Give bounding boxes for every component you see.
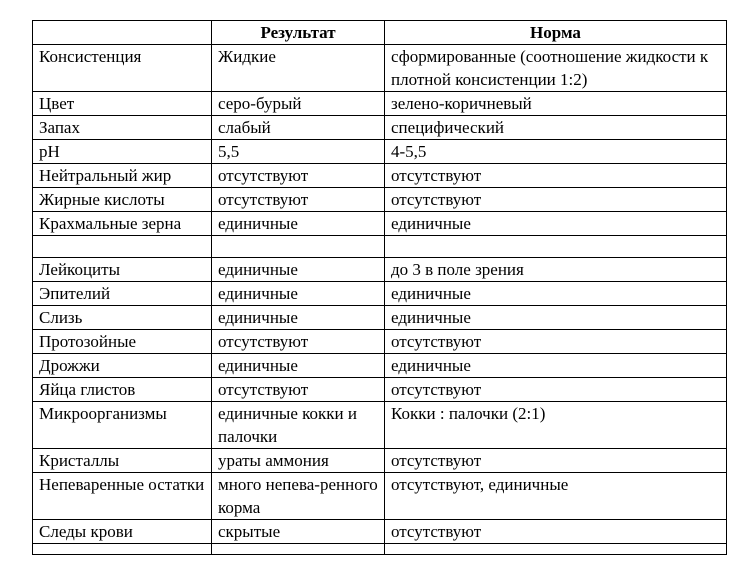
- row-parameter: Яйца глистов: [33, 378, 212, 402]
- row-result: единичные: [212, 258, 385, 282]
- row-parameter: Непеваренные остатки: [33, 473, 212, 520]
- table-row: [33, 306, 727, 330]
- table-row: [33, 330, 727, 354]
- row-norm: сформированные (соотношение жидкости к плотной консистенции 1:2): [385, 45, 727, 92]
- row-result: отсутствуют: [212, 188, 385, 212]
- row-result: отсутствуют: [212, 330, 385, 354]
- row-result: единичные: [212, 354, 385, 378]
- row-result: отсутствуют: [212, 164, 385, 188]
- row-norm: единичные: [385, 354, 727, 378]
- row-norm: отсутствуют: [385, 449, 727, 473]
- row-parameter: Лейкоциты: [33, 258, 212, 282]
- table-row: [33, 45, 727, 92]
- row-result: серо-бурый: [212, 92, 385, 116]
- empty-row: [33, 236, 727, 258]
- header-result: Результат: [212, 21, 385, 45]
- row-parameter: Дрожжи: [33, 354, 212, 378]
- row-result: отсутствуют: [212, 378, 385, 402]
- table-row: [33, 402, 727, 449]
- row-parameter: Слизь: [33, 306, 212, 330]
- row-parameter: Следы крови: [33, 520, 212, 544]
- row-parameter: Консистенция: [33, 45, 212, 92]
- analysis-table: [32, 20, 727, 555]
- row-parameter: Крахмальные зерна: [33, 212, 212, 236]
- row-result: слабый: [212, 116, 385, 140]
- header-norm: Норма: [385, 21, 727, 45]
- table-row: [33, 140, 727, 164]
- row-parameter: Микроорганизмы: [33, 402, 212, 449]
- row-parameter: Нейтральный жир: [33, 164, 212, 188]
- row-result: единичные кокки и палочки: [212, 402, 385, 449]
- row-result: Жидкие: [212, 45, 385, 92]
- row-norm: единичные: [385, 306, 727, 330]
- row-norm: отсутствуют: [385, 378, 727, 402]
- table-row: [33, 116, 727, 140]
- table-row: [33, 520, 727, 544]
- row-result: единичные: [212, 306, 385, 330]
- cut-off-row: [33, 544, 727, 555]
- table-row: [33, 473, 727, 520]
- table-row: [33, 188, 727, 212]
- row-norm: отсутствуют: [385, 164, 727, 188]
- row-norm: специфический: [385, 116, 727, 140]
- row-norm: [385, 236, 727, 258]
- table-row: [33, 258, 727, 282]
- row-norm: отсутствуют, единичные: [385, 473, 727, 520]
- row-norm: Кокки : палочки (2:1): [385, 402, 727, 449]
- row-parameter: Кристаллы: [33, 449, 212, 473]
- row-parameter: Протозойные: [33, 330, 212, 354]
- row-norm: отсутствуют: [385, 188, 727, 212]
- row-result: единичные: [212, 212, 385, 236]
- table-row: [33, 354, 727, 378]
- row-norm: 4-5,5: [385, 140, 727, 164]
- table-row: [33, 92, 727, 116]
- row-parameter: Жирные кислоты: [33, 188, 212, 212]
- header-row: [33, 21, 727, 45]
- row-parameter: [33, 236, 212, 258]
- header-parameter: [33, 21, 212, 45]
- table-row: [33, 282, 727, 306]
- table-row: [33, 164, 727, 188]
- table-row: [33, 212, 727, 236]
- row-parameter: Эпителий: [33, 282, 212, 306]
- row-result: 5,5: [212, 140, 385, 164]
- row-norm: зелено-коричневый: [385, 92, 727, 116]
- row-norm: отсутствуют: [385, 520, 727, 544]
- row-result: много непева-ренного корма: [212, 473, 385, 520]
- row-parameter: pH: [33, 140, 212, 164]
- table-row: [33, 378, 727, 402]
- row-result: скрытые: [212, 520, 385, 544]
- row-norm: единичные: [385, 212, 727, 236]
- table-row: [33, 449, 727, 473]
- row-result: ураты аммония: [212, 449, 385, 473]
- row-norm: единичные: [385, 282, 727, 306]
- row-result: единичные: [212, 282, 385, 306]
- row-norm: отсутствуют: [385, 330, 727, 354]
- row-norm: до 3 в поле зрения: [385, 258, 727, 282]
- row-result: [212, 236, 385, 258]
- row-parameter: Запах: [33, 116, 212, 140]
- row-parameter: Цвет: [33, 92, 212, 116]
